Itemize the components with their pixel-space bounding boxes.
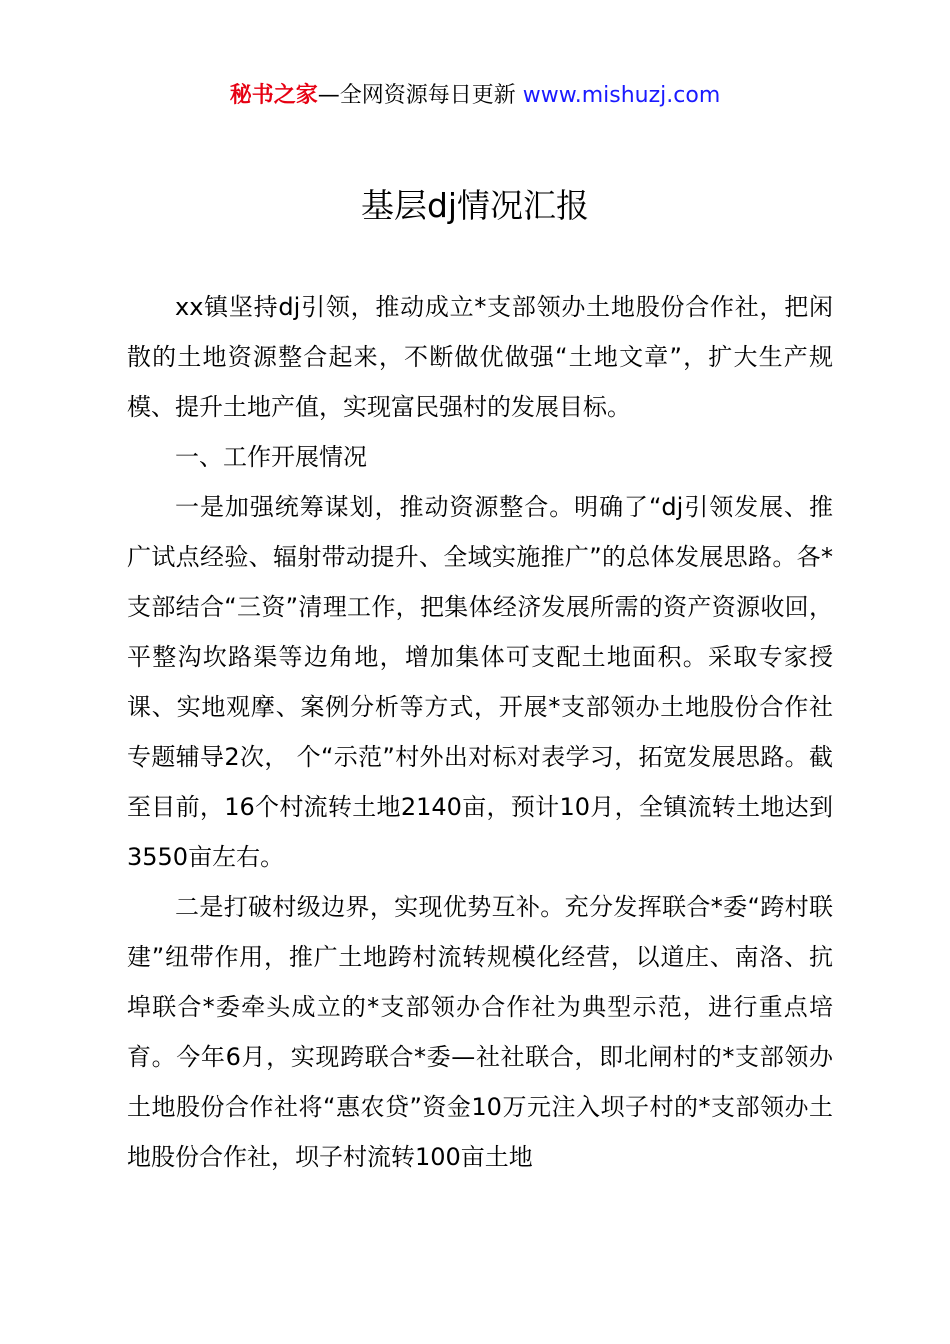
intro-paragraph: xx镇坚持dj引领，推动成立*支部领办土地股份合作社，把闲散的土地资源整合起来，不断做优做强“土地文章”，扩大生产规模、提升土地产值，实现富民强村的发展目标。: [127, 293, 833, 421]
body-paragraph: 二是打破村级边界，实现优势互补。充分发挥联合*委“跨村联建”纽带作用，推广土地跨村流转规模化经营，以道庄、南洛、抗埠联合*委牵头成立的*支部领办合作社为典型示范，进行重点培育。今年6月，实现跨联合*委—社社联合，即北闸村的*支部领办土地股份合作社将“惠农贷”资金10万元注入坝子村的*支部领办土地股份合作社，坝子村流转100亩土地: [127, 893, 833, 1171]
site-brand: 秘书之家: [229, 83, 318, 108]
site-header: [0, 80, 950, 112]
body-paragraph: 一是加强统筹谋划，推动资源整合。明确了“dj引领发展、推广试点经验、辐射带动提升、全域实施推广”的总体发展思路。各*支部结合“三资”清理工作，把集体经济发展所需的资产资源收回，平整沟坎路渠等边角地，增加集体可支配土地面积。采取专家授课、实地观摩、案例分析等方式，开展*支部领办土地股份合作社专题辅导2次， 个“示范”村外出对标对表学习，拓宽发展思路。截至目前，16个村流转土地2140亩，预计10月，全镇流转土地达到3550亩左右。: [127, 493, 833, 871]
document-body: [127, 282, 833, 1182]
site-tagline: —全网资源每日更新: [317, 83, 523, 108]
section-heading: 一、工作开展情况: [175, 443, 367, 471]
document-title: 基层dj情况汇报: [360, 186, 590, 225]
site-url-link[interactable]: www.mishuzj.com: [522, 83, 721, 108]
